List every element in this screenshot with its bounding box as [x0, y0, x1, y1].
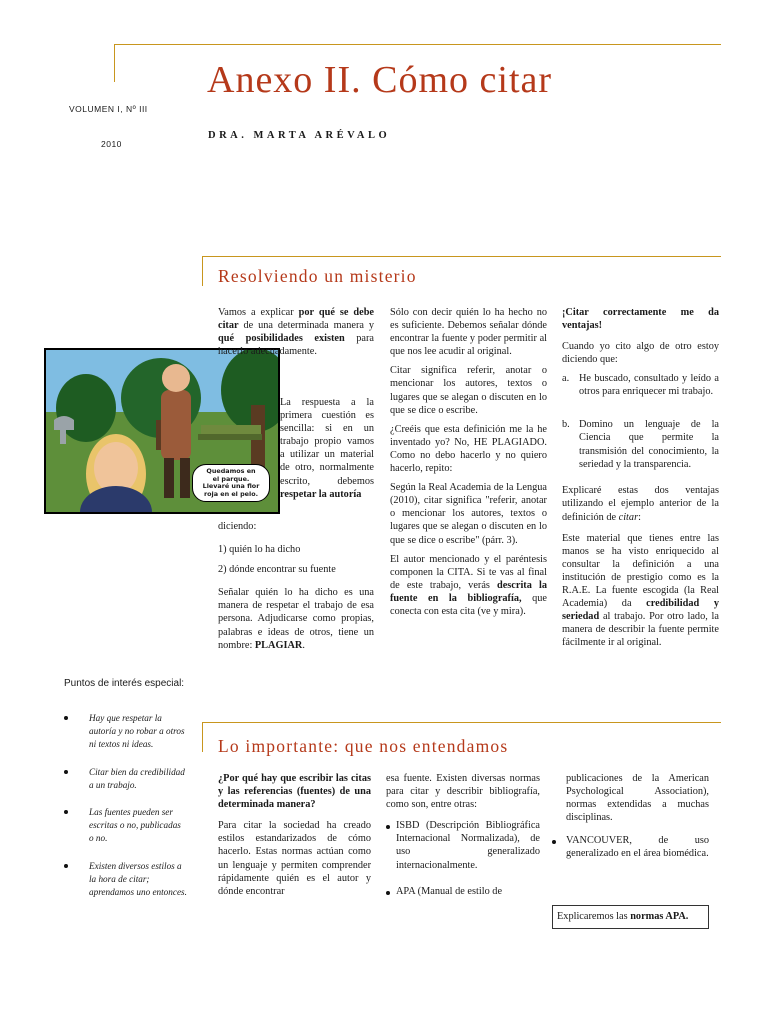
sidebar-item-text: Las fuentes pueden ser escritas o no, publicadas o no.	[89, 807, 181, 843]
text: que conecta con esta cita (ve y mira).	[390, 592, 547, 617]
list-text: He buscado, consultado y leído a otros para enriquecer mi trabajo.	[579, 373, 719, 398]
text: Señalar quién lo ha dicho es una manera de respetar el trabajo de esa persona. Adjudicarse como propias, palabras e ideas de otros, tiene un nombre:	[218, 587, 374, 651]
author-name: DRA. MARTA ARÉVALO	[208, 130, 391, 141]
section-title-understand: Lo importante: que nos entendamos	[218, 736, 509, 756]
paragraph: Para citar la sociedad ha creado estilos estandarizados de cómo hacerlo. Estas normas actúan como un lenguaje y permiten comprender rápidamente quién es el autor y dónde encontrar	[218, 820, 371, 897]
speech-line: Llevaré una flor	[202, 482, 260, 490]
text-bold: normas APA.	[630, 911, 689, 922]
paragraph-intro	[218, 306, 374, 358]
bullet-icon	[386, 825, 390, 829]
bullet-icon	[64, 716, 68, 720]
text-bold: respetar la autoría	[280, 488, 362, 500]
paragraph-explain	[562, 484, 719, 523]
section-title-mystery: Resolviendo un misterio	[218, 266, 417, 286]
text: :	[638, 511, 641, 523]
section-2-rule	[202, 722, 721, 723]
bullet-icon	[552, 840, 556, 844]
volume-label: VOLUMEN I, Nº III	[69, 104, 148, 114]
bullet-icon	[64, 810, 68, 814]
text-bold: PLAGIAR	[254, 639, 303, 651]
bullet-icon	[64, 770, 68, 774]
sidebar-item-text: Citar bien da credibilidad a un trabajo.	[89, 767, 185, 790]
section-2-column-1	[218, 772, 371, 898]
sidebar-list	[60, 712, 190, 914]
header-rule	[114, 44, 721, 45]
speech-line: roja en el pelo.	[203, 489, 259, 498]
bullet-icon	[64, 864, 68, 868]
text: al trabajo. Por otro lado, la manera de describir la fuente permite fácilmente ir al original.	[562, 611, 719, 649]
list-marker: a.	[562, 373, 570, 385]
text-bold: credibilidad y seriedad	[562, 598, 719, 623]
list-text: ISBD (Descripción Bibliográfica Internacional Normalizada), de uso generalizado internacionalmente.	[396, 820, 540, 871]
list-item-vancouver	[552, 834, 709, 878]
sidebar-label: Puntos de interés especial:	[64, 678, 185, 689]
section-2-column-2	[386, 772, 540, 903]
text: El autor mencionado y el paréntesis componen la CITA. Si te vas al final de este trabajo, verás	[390, 553, 547, 591]
text: de una determinada manera y	[238, 320, 374, 332]
column-3	[562, 306, 719, 650]
list-marker: b.	[562, 419, 570, 431]
text-bold: ¡Citar correctamente me da ventajas!	[562, 307, 719, 332]
text-bold: qué posibilidades existen	[218, 333, 345, 345]
section-2-column-3	[566, 772, 709, 878]
column-1-lower	[218, 520, 374, 652]
paragraph-plagiar	[218, 586, 374, 651]
sidebar-item-text: Existen diversos estilos a la hora de citar; aprendamos uno entonces.	[89, 861, 187, 897]
column-2	[390, 306, 547, 618]
text: para hacerlo adecuadamente.	[218, 333, 375, 358]
section-2-heading: ¿Por qué hay que escribir las citas y las referencias (fuentes) de una determinada manera?	[218, 773, 371, 811]
header-rule-vertical	[114, 44, 115, 82]
list-item: 1) quién lo ha dicho	[218, 544, 301, 556]
section-1-rule-vertical	[202, 256, 203, 286]
list-text: Domino un lenguaje de la Ciencia que permite la transmisión del conocimiento, la seriedad y la transparencia.	[579, 419, 719, 470]
speech-bubble	[192, 464, 270, 502]
list-item-a	[562, 372, 719, 418]
sidebar-item	[60, 860, 190, 914]
paragraph-rae-quote: Según la Real Academia de la Lengua (2010), citar significa "referir, anotar o mencionar los autores, textos o lugares que se alegan o discuten en lo que se dice o escribe" (párr. 3).	[390, 482, 547, 546]
paragraph-cita	[390, 553, 547, 618]
speech-line: el parque.	[212, 474, 250, 483]
list-item: 2) dónde encontrar su fuente	[218, 564, 336, 576]
paragraph: Citar significa referir, anotar o mencionar los autores, textos o lugares que se alegan o discuten en lo que se dice o escribe.	[390, 365, 547, 416]
text: La respuesta a la primera cuestión es sencilla: si en un trabajo propio vamos a utilizar un material de otro, normalmente escrito, debemos	[280, 397, 374, 487]
text: Vamos a explicar	[218, 307, 299, 318]
paragraph: publicaciones de la American Psychological Association), normas extendidas a muchas disciplinas.	[566, 773, 709, 824]
list-text: VANCOUVER, de uso generalizado en el área biomédica.	[566, 835, 709, 860]
speech-line: Quedamos en	[206, 467, 256, 475]
paragraph: Cuando yo cito algo de otro estoy diciendo que:	[562, 341, 719, 366]
list-text: APA (Manual de estilo de	[396, 886, 503, 898]
text: .	[302, 639, 305, 651]
paragraph: Sólo con decir quién lo ha hecho no es suficiente. Debemos señalar dónde encontrar la fuente y poder permitir al que nos lee acudir al original.	[390, 307, 547, 358]
text: Explicaré estas dos ventajas utilizando el ejemplo anterior de la definición de	[562, 485, 719, 523]
sidebar-item	[60, 806, 190, 860]
section-1-rule	[202, 256, 721, 257]
sidebar-item	[60, 766, 190, 806]
sidebar-item-text: Hay que respetar la autoría y no robar a otros ni textos ni ideas.	[89, 713, 185, 749]
text: Este material que tienes entre las manos se ha visto enriquecido al consultar la definición a una institución de prestigio como es la R.A.E. La fuente escogida (la Real Academia) da	[562, 532, 719, 610]
text-italic: citar	[618, 511, 639, 523]
paragraph: esa fuente. Existen diversas normas para citar y describir bibliografía, como son, entre otras:	[386, 773, 540, 811]
text: Explicaremos las	[557, 911, 631, 922]
sidebar-item	[60, 712, 190, 766]
text-bold: descrita la fuente en la bibliografía,	[390, 579, 547, 604]
apa-callout-box	[552, 905, 709, 929]
advantages-heading	[562, 306, 719, 332]
text: diciendo:	[218, 521, 257, 532]
page-title: Anexo II. Cómo citar	[207, 59, 553, 101]
column-1-cont	[280, 396, 374, 501]
bullet-icon	[386, 891, 390, 895]
list-item-apa	[386, 885, 540, 903]
paragraph: ¿Creéis que esta definición me la he inventado yo? No, HE PLAGIADO. Como no debo hacerlo y no quiero hacerlo, repito:	[390, 423, 547, 475]
paragraph-credibility	[562, 532, 719, 650]
column-1	[218, 306, 374, 358]
paragraph-answer	[280, 396, 374, 501]
comic-illustration	[44, 348, 280, 514]
section-2-rule-vertical	[202, 722, 203, 752]
text-bold: por qué se debe citar	[218, 307, 374, 332]
year-label: 2010	[101, 139, 122, 149]
list-item-b	[562, 418, 719, 478]
list-item-isbd	[386, 819, 540, 873]
